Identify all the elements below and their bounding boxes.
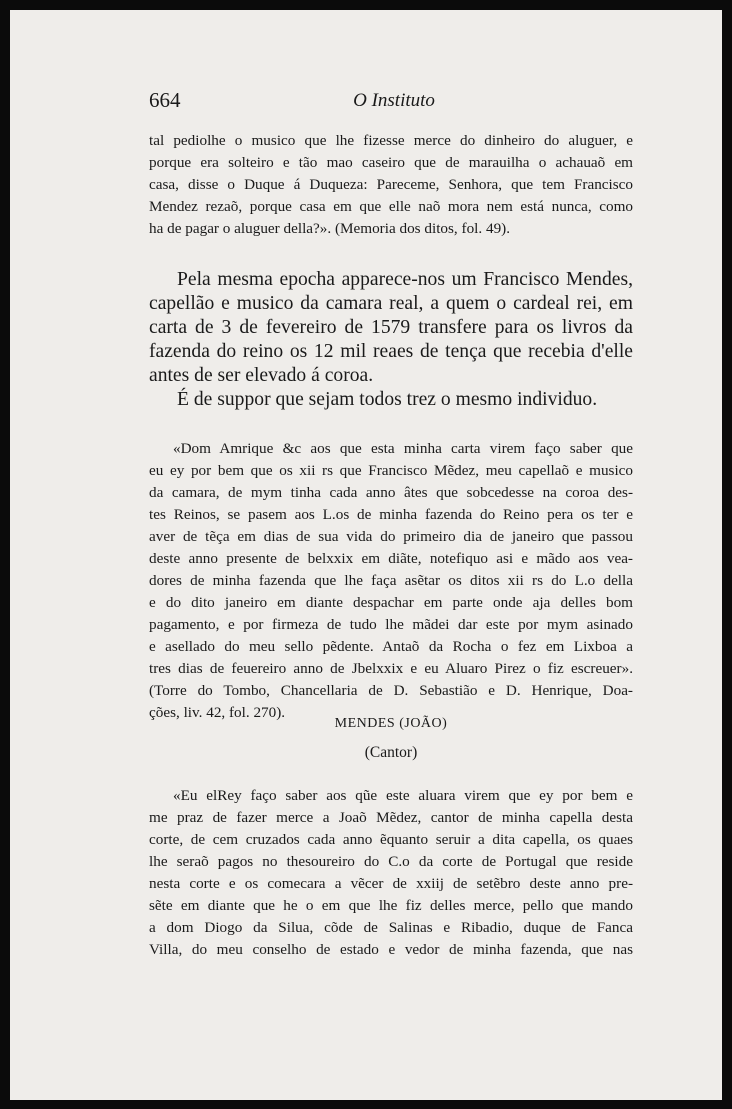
text-line: sẽte em diante que he o em que lhe fiz delles merce, pello que mando [149, 897, 633, 914]
text-line: É de suppor que sejam todos trez o mesmo individuo. [177, 389, 598, 410]
text-line: tal pediolhe o musico que lhe fizesse merce do dinheiro do aluguer, e [149, 132, 633, 149]
quoted-passage [149, 130, 633, 240]
text-line: a dom Diogo da Silua, cõde de Salinas e Ribadio, duque de Fanca [149, 919, 633, 936]
text-line: antes de ser elevado á coroa. [149, 365, 374, 386]
text-line: tres dias de feuereiro anno de Jbelxxix e eu Aluaro Pirez o fiz escreuer». [149, 660, 633, 677]
text-line: dores de minha fazenda que lhe faça asẽtar os ditos xii rs do L.o della [149, 572, 633, 589]
text-line: casa, disse o Duque á Duqueza: Pareceme, Senhora, que tem Francisco [149, 176, 633, 193]
page-number: 664 [149, 88, 181, 112]
text-line: «Eu elRey faço saber aos qũe este aluara virem que ey por bem e [173, 787, 633, 804]
text-line: tes Reinos, se pasem aos L.os de minha fazenda do Reino pera os ter e [149, 506, 633, 523]
body-paragraph [149, 268, 633, 412]
text-line: corte, de cem cruzados cada anno ẽquanto seruir a dita capella, os quaes [149, 831, 633, 848]
text-line: Villa, do meu conselho de estado e vedor de minha fazenda, que nas [149, 941, 633, 958]
text-line: capellão e musico da camara real, a quem o cardeal rei, em [149, 293, 633, 314]
section-heading: MENDES (JOÃO) [334, 716, 448, 731]
text-line: carta de 3 de fevereiro de 1579 transfere para os livros da [149, 317, 633, 338]
text-line: (Torre do Tombo, Chancellaria de D. Sebastião e D. Henrique, Doa- [149, 682, 633, 699]
text-line: ções, liv. 42, fol. 270). [149, 704, 286, 721]
text-line: Pela mesma epocha apparece-nos um Francisco Mendes, [177, 269, 633, 290]
section-subheading: (Cantor) [364, 744, 418, 761]
text-line: pagamento, e por firmeza de tudo lhe mãdei dar este por mym asinado [149, 616, 633, 633]
document-transcription [149, 785, 633, 961]
text-line: eu ey por bem que os xii rs que Francisco Mẽdez, meu capellaõ e musico [149, 462, 633, 479]
document-page [10, 10, 722, 1100]
text-line: «Dom Amrique &c aos que esta minha carta virem faço saber que [173, 440, 633, 457]
page-header [149, 88, 639, 118]
text-line: nesta corte e os comecara a vẽcer de xxiij de setẽbro deste anno pre- [149, 875, 633, 892]
text-line: lhe seraõ pagos no thesoureiro do C.o da corte de Portugal que reside [149, 853, 633, 870]
running-title: O Instituto [353, 90, 435, 111]
text-line: ha de pagar o aluguer della?». (Memoria dos ditos, fol. 49). [149, 220, 511, 237]
text-line: Mendez rezaõ, porque casa em que elle naõ mora nem está nunca, como [149, 198, 633, 215]
text-line: e do dito janeiro em diante despachar em parte onde aja delles bom [149, 594, 633, 611]
document-transcription [149, 438, 633, 724]
text-line: me praz de fazer merce a Joaõ Mẽdez, cantor de minha capella desta [149, 809, 633, 826]
text-line: aver de tẽça em dias de sua vida do primeiro dia de janeiro que passou [149, 528, 633, 545]
text-line: fazenda do reino os 12 mil reaes de tença que recebia d'elle [149, 341, 633, 362]
text-line: porque era solteiro e tão mao caseiro que de marauilha o achauaõ em [149, 154, 633, 171]
text-line: e asellado do meu sello pẽdente. Antaõ da Rocha o fez em Lixboa a [149, 638, 633, 655]
text-line: deste anno presente de belxxix em diãte, notefiquo asi e mãdo aos vea- [149, 550, 633, 567]
text-line: da camara, de mym tinha cada anno âtes que sobcedesse na coroa des- [149, 484, 633, 501]
